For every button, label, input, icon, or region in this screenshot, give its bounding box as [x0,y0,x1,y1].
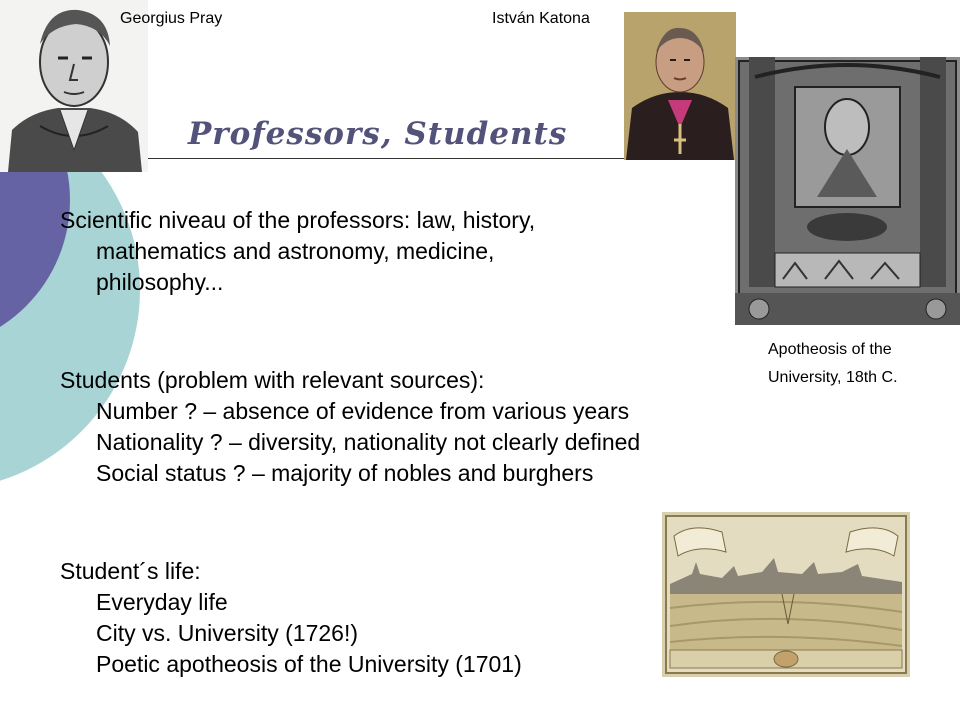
students-item: Number ? – absence of evidence from various years [96,398,630,424]
city-view-painting-image [662,512,910,677]
professors-line: mathematics and astronomy, medicine, [96,238,495,264]
slide-title: Professors, Students [188,116,568,152]
apotheosis-engraving-image [735,57,960,325]
life-heading: Student´s life: [60,558,201,584]
life-block [60,556,522,680]
title-underline [148,158,624,159]
life-item: City vs. University (1726!) [96,620,359,646]
engraving-caption-line: Apotheosis of the [768,341,892,358]
students-block [60,365,640,489]
engraving-caption [768,336,898,392]
portrait-caption-katona: István Katona [492,10,590,27]
life-item: Everyday life [96,589,228,615]
professors-block [60,205,535,298]
students-item: Nationality ? – diversity, nationality not clearly defined [96,429,641,455]
life-item: Poetic apotheosis of the University (1701) [96,651,522,677]
portrait-istvan-katona [624,12,736,160]
engraving-caption-line: University, 18th C. [768,369,898,386]
portrait-caption-pray: Georgius Pray [120,10,223,27]
professors-line: philosophy... [96,269,224,295]
students-heading: Students (problem with relevant sources): [60,367,485,393]
students-item: Social status ? – majority of nobles and burghers [96,460,594,486]
professors-line: Scientific niveau of the professors: law, history, [60,207,536,233]
